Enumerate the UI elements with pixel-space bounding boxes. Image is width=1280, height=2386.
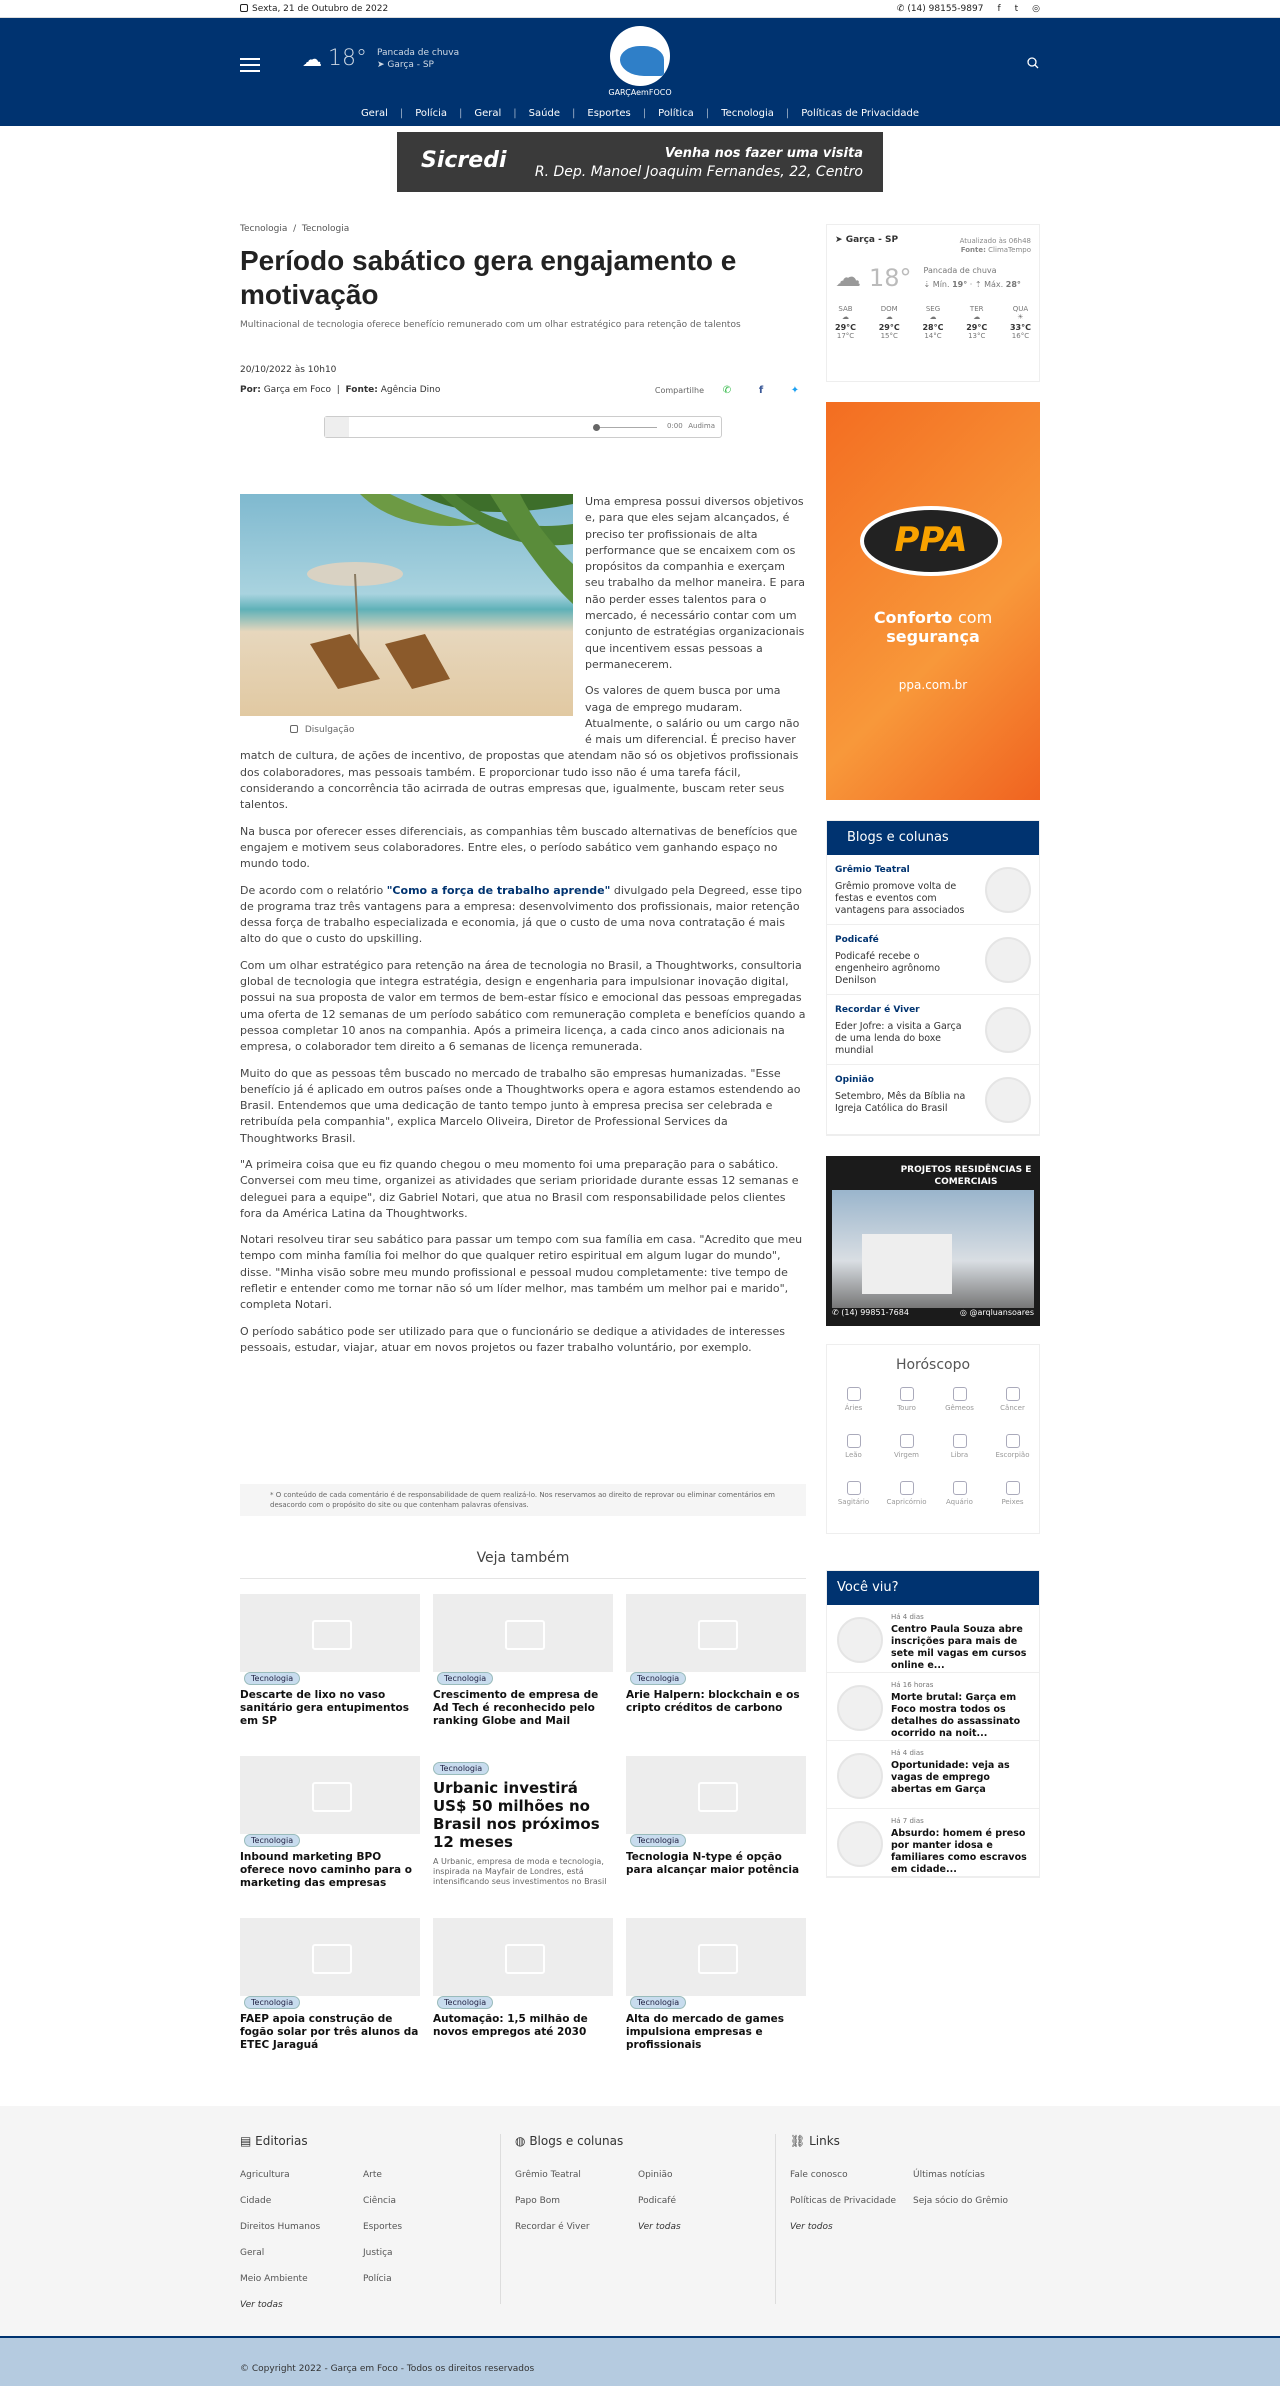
main-nav: Geral | Polícia | Geral | Saúde | Esportes | Política | Tecnologia | Políticas de Privacidade [0, 108, 1280, 119]
architecture-ad[interactable]: PROJETOS RESIDÊNCIAS E COMERCIAIS ✆ (14) 99851-7684 ◎ @arqluansoares [826, 1156, 1040, 1326]
article-meta: 20/10/2022 às 10h10 Por: Garça em Foco | Fonte: Agência Dino Compartilhe ✆ f ✦ [240, 360, 806, 400]
facebook-share-icon[interactable]: f [758, 385, 764, 396]
nav-item[interactable]: Esportes [587, 108, 631, 119]
horoscope-sign[interactable]: Peixes [986, 1481, 1039, 1506]
footer-links: ⛓ Links Fale conosco Últimas notícias Políticas de Privacidade Seja sócio do Grêmio Ver todos [790, 2134, 1009, 2232]
newspaper-icon: ▤ [240, 2134, 252, 2148]
horoscope-sign[interactable]: Câncer [986, 1387, 1039, 1412]
news-item[interactable]: Há 4 dias Centro Paula Souza abre inscrições para mais de sete mil vagas em cursos online e... [827, 1605, 1039, 1673]
news-item[interactable]: Há 16 horas Morte brutal: Garça em Foco mostra todos os detalhes do assassinato ocorrido na noit... [827, 1673, 1039, 1741]
report-link[interactable]: "Como a força de trabalho aprende" [386, 883, 611, 897]
horoscope-sign[interactable]: Virgem [880, 1434, 933, 1459]
site-header [0, 18, 1280, 126]
sicredi-logo: Sicredi [421, 148, 507, 173]
hamburger-menu-icon[interactable] [240, 54, 260, 76]
footer-editorias: ▤ Editorias Agricultura Arte Cidade Ciência Direitos Humanos Esportes Geral Justiça Meio Ambiente Polícia Ver todas [240, 2134, 403, 2310]
date-display: Sexta, 21 de Outubro de 2022 [240, 4, 388, 14]
article-subtitle: Multinacional de tecnologia oferece benefício remunerado com um olhar estratégico para retenção de talentos [240, 320, 741, 330]
horoscope-sign[interactable]: Sagitário [827, 1481, 880, 1506]
cloud-icon: ☁ [302, 46, 322, 71]
article-title: Período sabático gera engajamento e motivação [240, 245, 737, 310]
nav-item[interactable]: Saúde [528, 108, 560, 119]
related-card[interactable]: Tecnologia Crescimento de empresa de Ad Tech é reconhecido pelo ranking Globe and Mail [433, 1594, 613, 1728]
comments-disclaimer: * O conteúdo de cada comentário é de responsabilidade de quem realizá-lo. Nos reservamos ao direito de reprovar ou eliminar comentários em desacordo com o propósito do site ou que contenham palavras ofensivas. [240, 1484, 806, 1516]
horoscope-sign[interactable]: Aquário [933, 1481, 986, 1506]
related-card[interactable]: Tecnologia Descarte de lixo no vaso sanitário gera entupimentos em SP [240, 1594, 420, 1728]
blogs-widget: Blogs e colunas Grêmio Teatral Grêmio promove volta de festas e eventos com vantagens para associados Podicafé Podicafé recebe o engenheiro agrônomo Denilson Recordar é Viver Eder Jofre: a visita a Garça de uma lenda do boxe mundial Opinião Setembro, Mês da Bíblia na Igreja Católica do Brasil [826, 820, 1040, 1136]
horoscope-widget: Horóscopo Áries Touro Gêmeos Câncer Leão Virgem Libra Escorpião Sagitário Capricórnio Aquário Peixes [826, 1344, 1040, 1534]
article-image[interactable] [240, 494, 573, 738]
ppa-ad[interactable]: PPA Conforto com segurança ppa.com.br [826, 402, 1040, 800]
related-card-featured[interactable]: Tecnologia Urbanic investirá US$ 50 milhões no Brasil nos próximos 12 meses A Urbanic, empresa de moda e tecnologia, inspirada na Mayfair de Londres, está intensificando seus investimentos no Brasil [433, 1764, 607, 1886]
share-bar: Compartilhe ✆ f ✦ [655, 380, 806, 402]
instagram-icon[interactable]: ◎ [1032, 3, 1040, 14]
related-card[interactable]: Tecnologia Inbound marketing BPO oferece novo caminho para o marketing das empresas [240, 1756, 420, 1890]
horoscope-sign[interactable]: Gêmeos [933, 1387, 986, 1412]
globe-icon: ◍ [515, 2134, 526, 2148]
horoscope-sign[interactable]: Capricórnio [880, 1481, 933, 1506]
horoscope-sign[interactable]: Touro [880, 1387, 933, 1412]
ppa-logo: PPA [860, 506, 1002, 576]
copyright-bar: © Copyright 2022 - Garça em Foco - Todos os direitos reservados [0, 2336, 1280, 2386]
nav-item[interactable]: Políticas de Privacidade [801, 108, 920, 119]
whatsapp-share-icon[interactable]: ✆ [722, 385, 732, 396]
site-footer [0, 2106, 1280, 2336]
horoscope-sign[interactable]: Libra [933, 1434, 986, 1459]
footer-blogs: ◍ Blogs e colunas Grêmio Teatral Opinião Papo Bom Podicafé Recordar é Viver Ver todas [515, 2134, 681, 2232]
voce-viu-widget: Você viu? Há 4 dias Centro Paula Souza abre inscrições para mais de sete mil vagas em cursos online e... Há 16 horas Morte brutal: Garça em Foco mostra todos os detalhes do assassinato ocorrido na noit... Há 4 dias Oportunidade: veja as vagas de emprego abertas em Garça Há 7 dias Absurdo: homem é preso por manter idosa e familiares como escravos em cidade... [826, 1570, 1040, 1878]
phone-link[interactable]: ✆ (14) 98155-9897 [896, 3, 984, 14]
related-card[interactable]: Tecnologia Alta do mercado de games impulsiona empresas e profissionais [626, 1918, 806, 2052]
article-body: Disulgação Uma empresa possui diversos objetivos e, para que eles sejam alcançados, é preciso ter profissionais de alta performance que se encaixem com os propósitos da companhia e exerçam seu trabalho da melhor maneira. E para não perder esses talentos para o mercado, é necessário contar com um conjunto de estratégias organizacionais que incentivem essas pessoas a permanecerem. Os valores de quem busca por uma vaga de emprego mudaram. Atualmente, o salário ou um cargo não é mais um diferencial. É preciso haver match de cultura, de ações de incentivo, de propostas que atendam não só os objetivos profissionais dos colaboradores, mas pessoais também. E proporcionar tudo isso não é uma tarefa fácil, considerando a concorrência tão acirrada de outras empresas que, igualmente, buscam reter seus talentos. Na busca por oferecer esses diferenciais, as companhias têm buscado alternativas de benefícios que engajem e motivem seus colaboradores. Entre eles, o período sabático vem ganhando espaço no mundo todo. De acordo com o relatório "Como a força de trabalho aprende" divulgado pela Degreed, esse tipo de programa traz três vantagens para a empresa: desenvolvimento dos profissionais, maior retenção dessa força de trabalho especializada e economia, já que o custo de uma nova contratação é mais alto do que o custo do upskilling. Com um olhar estratégico para retenção na área de tecnologia no Brasil, a Thoughtworks, consultoria global de tecnologia que integra estratégia, design e engenharia para impulsionar inovação digital, possui na sua proposta de valor em termos de bem-estar físico e emocional das pessoas empregadas uma oferta de 12 semanas de um período sabático com remuneração completa e benefícios quando a pessoa completar 10 anos na companhia. Após a primeira licença, a cada cinco anos adicionais na empresa, o colaborador tem direito a 6 semanas de licença remunerada. Muito do que as pessoas têm buscado no mercado de trabalho são empresas humanizadas. "Esse benefício já é aplicado em outros países onde a Thoughtworks opera e agora estamos estendendo ao Brasil. Entendemos que uma dedicação de tanto tempo junto à empresa precisa ser celebrada e retribuída pela companhia", explica Marcelo Oliveira, Diretor de Professional Services da Thoughtworks Brasil. "A primeira coisa que eu fiz quando chegou o meu momento foi uma preparação para o sabático. Conversei com meu time, organizei as atividades que seriam prioridade durante essas 12 semanas e deleguei para a equipe", diz Gabriel Notari, que atua no Brasil com responsabilidade pelos clientes fora da América Latina da Thoughtworks. Notari resolveu tirar seu sabático para passar um tempo com sua família em casa. "Acredito que meu tempo com minha família foi melhor do que qualquer retiro espiritual em algum lugar do mundo", disse. "Minha visão sobre meu mundo profissional e pessoal mudou completamente: tive tempo de refletir e entender como me tornar não só um líder melhor, mas também um melhor pai e marido", completa Notari. O período sabático pode ser utilizado para que o funcionário se dedique a atividades de interesses pessoais, estudar, viajar, atuar em novos projetos ou fazer trabalho voluntário, por exemplo. [240, 495, 806, 1354]
blog-item[interactable]: Podicafé Podicafé recebe o engenheiro agrônomo Denilson [827, 925, 1039, 995]
twitter-share-icon[interactable]: ✦ [790, 385, 800, 396]
camera-icon [290, 725, 298, 733]
related-card[interactable]: Tecnologia FAEP apoia construção de fogão solar por três alunos da ETEC Jaraguá [240, 1918, 420, 2052]
related-section [240, 1550, 806, 2051]
nav-item[interactable]: Geral [360, 108, 388, 119]
news-item[interactable]: Há 7 dias Absurdo: homem é preso por manter idosa e familiares como escravos em cidade... [827, 1809, 1039, 1877]
nav-item[interactable]: Tecnologia [721, 108, 774, 119]
forecast: SAB ☁ 29°C 17°C DOM ☁ 29°C 15°C SEG ☁ 28°C 14°C TER ☁ 29°C 13°C QUA ☀ 33°C 16°C [835, 305, 1031, 340]
audio-progress[interactable] [597, 427, 657, 428]
weather-widget: ➤ Garça - SP Atualizado às 06h48 Fonte: ClimaTempo ☁ 18° Pancada de chuva ⇣ Mín. 19° · ⇡ Máx. 28° SAB ☁ 29°C 17°C DOM ☁ 29°C 15°C SEG ☁ 28°C 14°C TER ☁ 29°C 13°C QUA ☀ 33°C 16°C [826, 224, 1040, 382]
play-button[interactable] [325, 417, 349, 437]
image-caption: Disulgação [290, 722, 573, 738]
site-logo[interactable]: GARÇAemFOCO [607, 26, 673, 97]
facebook-icon[interactable]: f [997, 3, 1001, 14]
related-card[interactable]: Tecnologia Tecnologia N-type é opção para alcançar maior potência [626, 1756, 806, 1877]
article-main [240, 224, 806, 1366]
horoscope-sign[interactable]: Leão [827, 1434, 880, 1459]
horoscope-sign[interactable]: Áries [827, 1387, 880, 1412]
calendar-icon [240, 4, 248, 12]
horoscope-sign[interactable]: Escorpião [986, 1434, 1039, 1459]
news-item[interactable]: Há 4 dias Oportunidade: veja as vagas de emprego abertas em Garça [827, 1741, 1039, 1809]
related-heading: Veja também [476, 1550, 570, 1566]
top-bar [0, 0, 1280, 18]
related-card[interactable]: Tecnologia Arie Halpern: blockchain e os cripto créditos de carbono [626, 1594, 806, 1715]
sicredi-banner-ad[interactable]: Sicredi Venha nos fazer uma visita R. Dep. Manoel Joaquim Fernandes, 22, Centro [397, 132, 883, 192]
nav-item[interactable]: Geral [474, 108, 502, 119]
publish-date: 20/10/2022 às 10h10 [240, 365, 337, 375]
nav-item[interactable]: Política [658, 108, 694, 119]
link-icon: ⛓ [790, 2134, 806, 2148]
nav-item[interactable]: Polícia [415, 108, 447, 119]
rain-cloud-icon: ☁ [835, 263, 861, 293]
blog-item[interactable]: Grêmio Teatral Grêmio promove volta de festas e eventos com vantagens para associados [827, 855, 1039, 925]
twitter-icon[interactable]: t [1014, 3, 1019, 14]
blog-item[interactable]: Recordar é Viver Eder Jofre: a visita a Garça de uma lenda do boxe mundial [827, 995, 1039, 1065]
related-card[interactable]: Tecnologia Automação: 1,5 milhão de novos empregos até 2030 [433, 1918, 613, 2039]
search-icon[interactable] [1026, 56, 1040, 70]
blog-item[interactable]: Opinião Setembro, Mês da Bíblia na Igreja Católica do Brasil [827, 1065, 1039, 1135]
header-weather: ☁ 18° Pancada de chuva ➤ Garça - SP [302, 46, 460, 71]
breadcrumb: Tecnologia / Tecnologia [240, 224, 350, 234]
audio-player[interactable]: 0:00 Audima [324, 416, 722, 438]
